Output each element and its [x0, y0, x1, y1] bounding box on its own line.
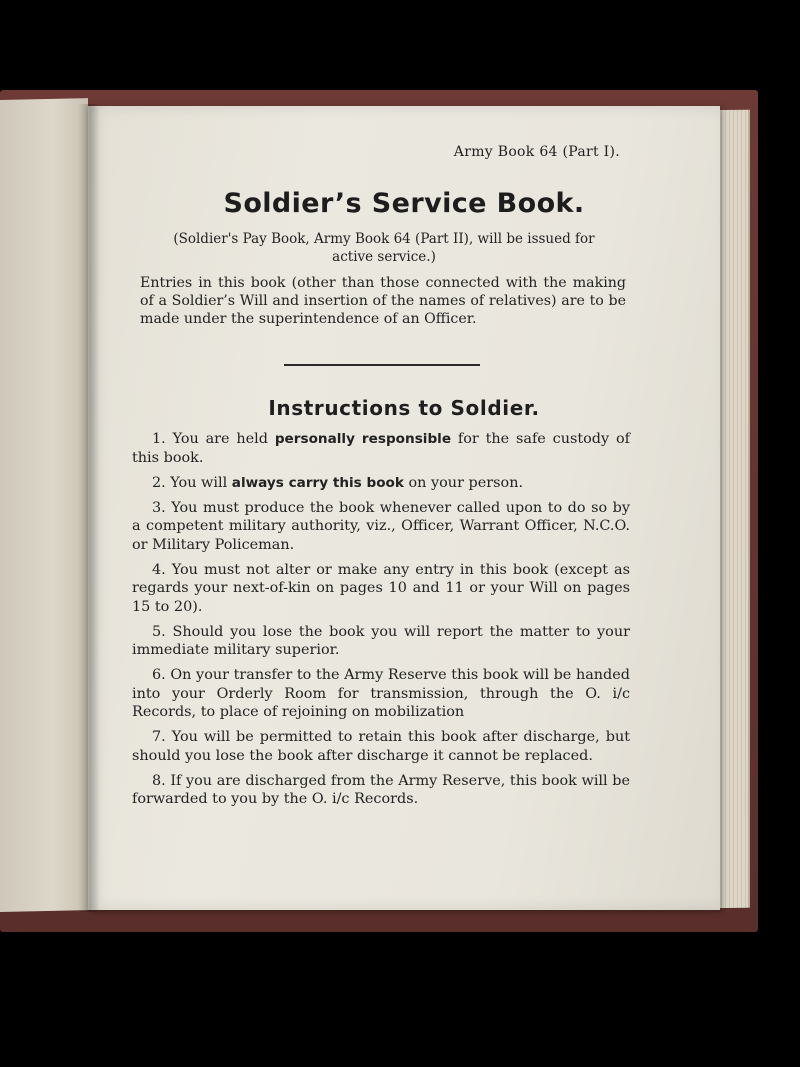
instruction-item-3 — [132, 499, 630, 555]
instruction-text-end: for the safe custody of this book. — [132, 431, 630, 466]
instruction-item-5 — [132, 623, 630, 660]
instruction-item-7 — [132, 728, 630, 765]
instruction-text: 7. You will be permitted to retain this book after discharge, but should you lose the book after discharge it cannot be replaced. — [132, 729, 630, 764]
form-reference: Army Book 64 (Part I). — [453, 144, 620, 160]
subtitle-note: (Soldier's Pay Book, Army Book 64 (Part II), will be issued for active service.) — [173, 231, 595, 265]
instruction-item-8 — [132, 772, 630, 809]
instruction-text: 4. You must not alter or make any entry in this book (except as regards your next-of-kin on pages 10 and 11 or your Will on pages 15 to 20). — [132, 561, 630, 615]
instruction-text-end: on your person. — [403, 474, 524, 491]
instruction-text: 1. You are held — [152, 431, 275, 447]
instruction-emphasis: personally responsible — [274, 431, 452, 447]
intro-paragraph: Entries in this book (other than those connected with the making of a Soldier’s Will and insertion of the names of relatives) are to be made under the superintendence of an Officer. — [140, 275, 626, 327]
instruction-item-1 — [132, 430, 630, 467]
instruction-text: 6. On your transfer to the Army Reserve this book will be handed into your Orderly Room for transmission, through the O. i/c Records, to place of rejoining on mobilization — [132, 667, 630, 720]
divider-rule — [284, 364, 480, 366]
instruction-text: 5. Should you lose the book you will report the matter to your immediate military superior. — [132, 623, 630, 658]
instructions-list — [132, 430, 630, 815]
page-title: Soldier’s Service Book. — [223, 188, 585, 219]
left-page — [0, 98, 88, 912]
instruction-text: 2. You will — [152, 474, 232, 491]
spine-shadow — [78, 104, 100, 912]
instruction-text: 8. If you are discharged from the Army Reserve, this book will be forwarded to you by the O. i/c Records. — [132, 772, 630, 807]
instruction-emphasis: always carry this book — [231, 474, 404, 491]
instruction-item-4 — [132, 561, 630, 617]
instruction-text: 3. You must produce the book whenever called upon to do so by a competent military authority, viz., Officer, Warrant Officer, N.C.O. or Military Policeman. — [132, 499, 630, 553]
instructions-heading: Instructions to Soldier. — [268, 396, 540, 420]
right-page — [88, 106, 720, 910]
instruction-item-2 — [132, 474, 630, 493]
instruction-item-6 — [132, 666, 630, 722]
